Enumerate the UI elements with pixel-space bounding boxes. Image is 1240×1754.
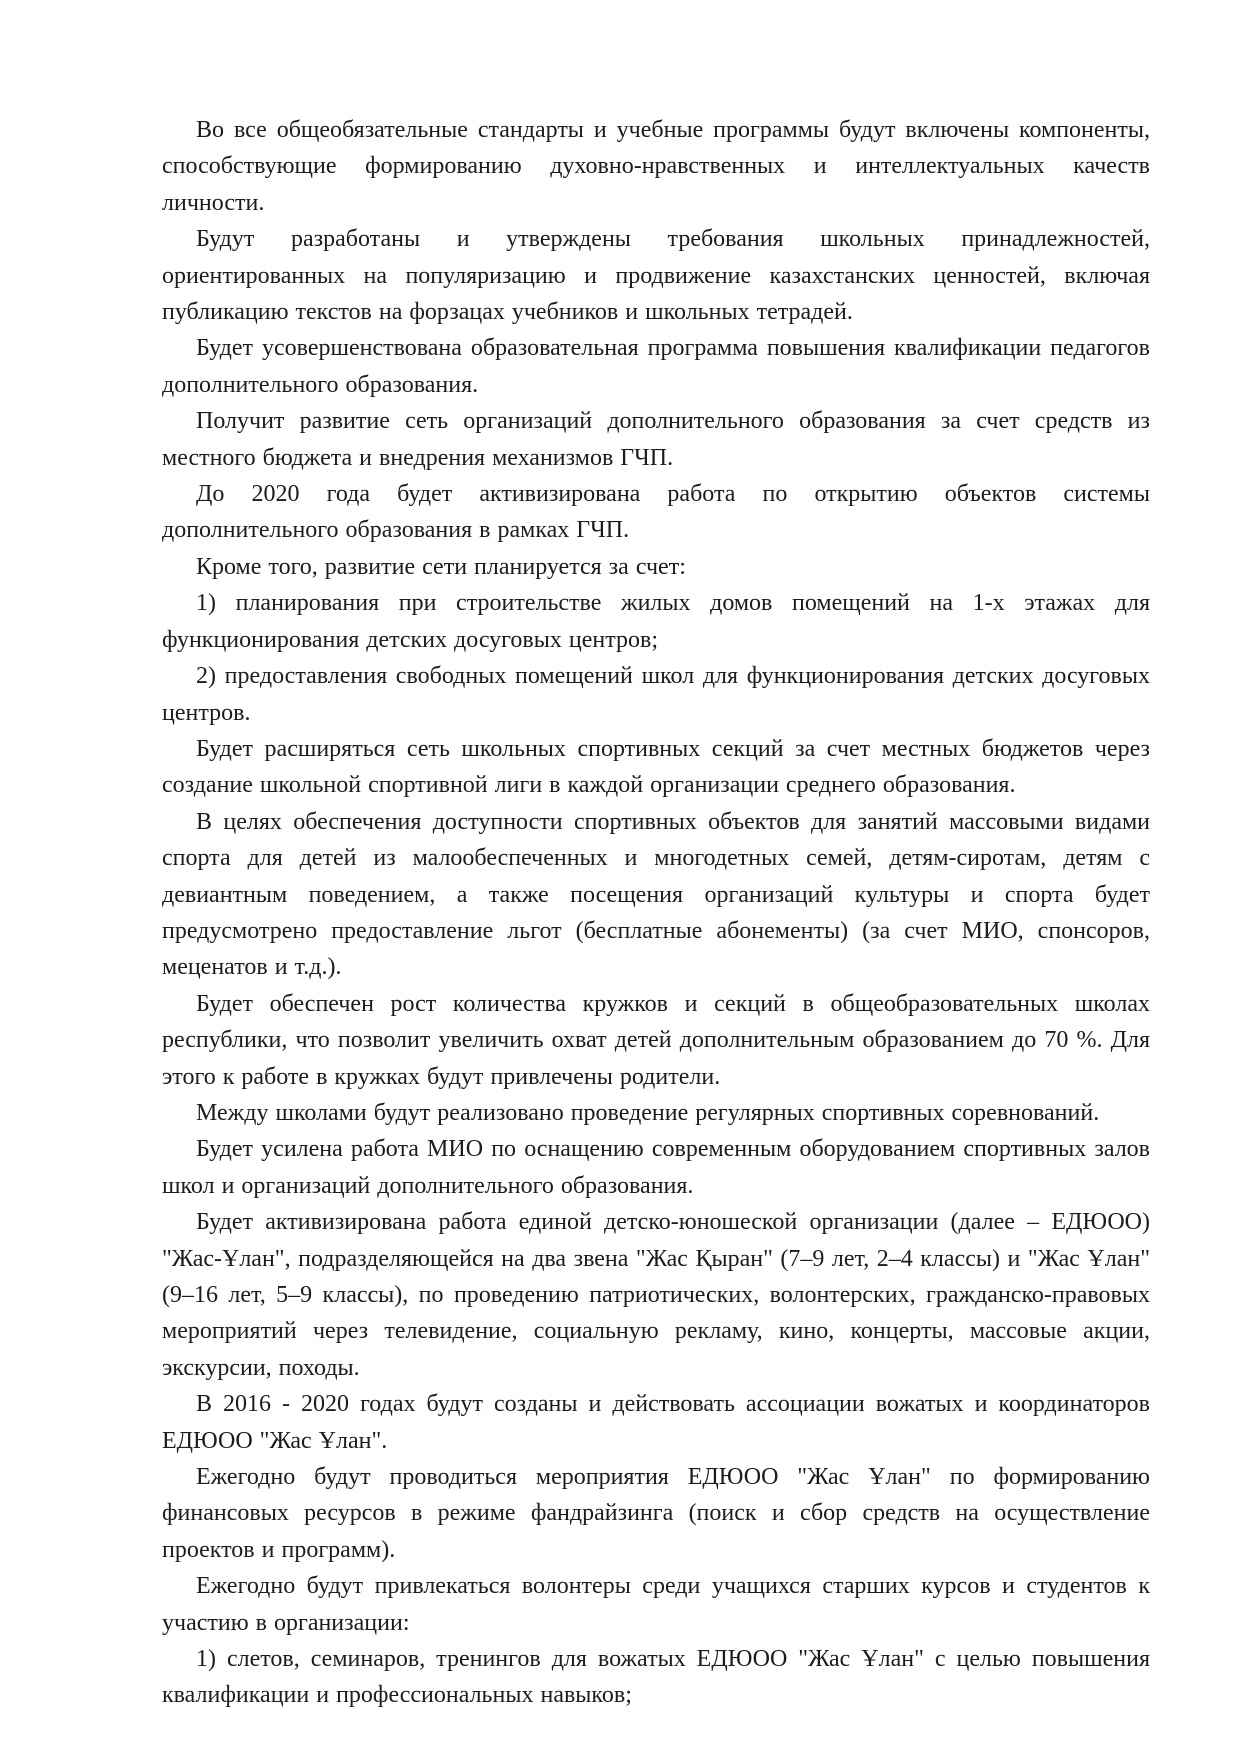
paragraph: Кроме того, развитие сети планируется за счет:: [196, 553, 686, 580]
paragraph: Будет усилена работа МИО по оснащению современным оборудованием спортивных залов школ и организаций дополнительного образования.: [162, 1136, 1150, 1199]
paragraph: Во все общеобязательные стандарты и учебные программы будут включены компоненты, способствующие формированию духовно-нравственных и интеллектуальных качеств личности.: [162, 117, 1150, 216]
paragraph: Между школами будут реализовано проведение регулярных спортивных соревнований.: [196, 1099, 1100, 1126]
paragraph: Будет расширяться сеть школьных спортивных секций за счет местных бюджетов через создание школьной спортивной лиги в каждой организации среднего образования.: [162, 735, 1150, 799]
paragraph: Получит развитие сеть организаций дополнительного образования за счет средств из местного бюджета и внедрения механизмов ГЧП.: [162, 408, 1150, 471]
paragraph: Ежегодно будут привлекаться волонтеры среди учащихся старших курсов и студентов к участию в организации:: [162, 1573, 1150, 1636]
paragraph: До 2020 года будет активизирована работа по открытию объектов системы дополнительного образования в рамках ГЧП.: [162, 481, 1150, 544]
paragraph: В 2016 - 2020 годах будут созданы и действовать ассоциации вожатых и координаторов ЕДЮОО "Жас Ұлан".: [162, 1391, 1150, 1454]
list-item-paragraph: 1) планирования при строительстве жилых домов помещений на 1-х этажах для функционирования детских досуговых центров;: [162, 590, 1150, 653]
paragraph: Будут разработаны и утверждены требования школьных принадлежностей, ориентированных на популяризацию и продвижение казахстанских ценностей, включая публикацию текстов на форзацах учебников и школьных тетрадей.: [162, 226, 1150, 326]
paragraph: Будет обеспечен рост количества кружков и секций в общеобразовательных школах республики, что позволит увеличить охват детей дополнительным образованием до 70 %. Для этого к работе в кружках будут привлечены родители.: [162, 990, 1150, 1090]
list-item-paragraph: 2) предоставления свободных помещений школ для функционирования детских досуговых центров.: [162, 663, 1150, 726]
paragraph: Будет усовершенствована образовательная программа повышения квалификации педагогов дополнительного образования.: [162, 335, 1150, 398]
paragraph: В целях обеспечения доступности спортивных объектов для занятий массовыми видами спорта для детей из малообеспеченных и многодетных семей, детям-сиротам, детям с девиантным поведением, а также посещения организаций культуры и спорта будет предусмотрено предоставление льгот (бесплатные абонементы) (за счет МИО, спонсоров, меценатов и т.д.).: [162, 808, 1150, 981]
paragraph: Будет активизирована работа единой детско-юношеской организации (далее – ЕДЮОО) "Жас-Ұлан", подразделяющейся на два звена "Жас Қыран" (7–9 лет, 2–4 классы) и "Жас Ұлан" (9–16 лет, 5–9 классы), по проведению патриотических, волонтерских, гражданско-правовых мероприятий через телевидение, социальную рекламу, кино, концерты, массовые акции, экскурсии, походы.: [162, 1209, 1150, 1381]
list-item-paragraph: 1) слетов, семинаров, тренингов для вожатых ЕДЮОО "Жас Ұлан" с целью повышения квалификации и профессиональных навыков;: [162, 1646, 1150, 1709]
paragraph: Ежегодно будут проводиться мероприятия ЕДЮОО "Жас Ұлан" по формированию финансовых ресурсов в режиме фандрайзинга (поиск и сбор средств на осуществление проектов и программ).: [162, 1464, 1150, 1563]
